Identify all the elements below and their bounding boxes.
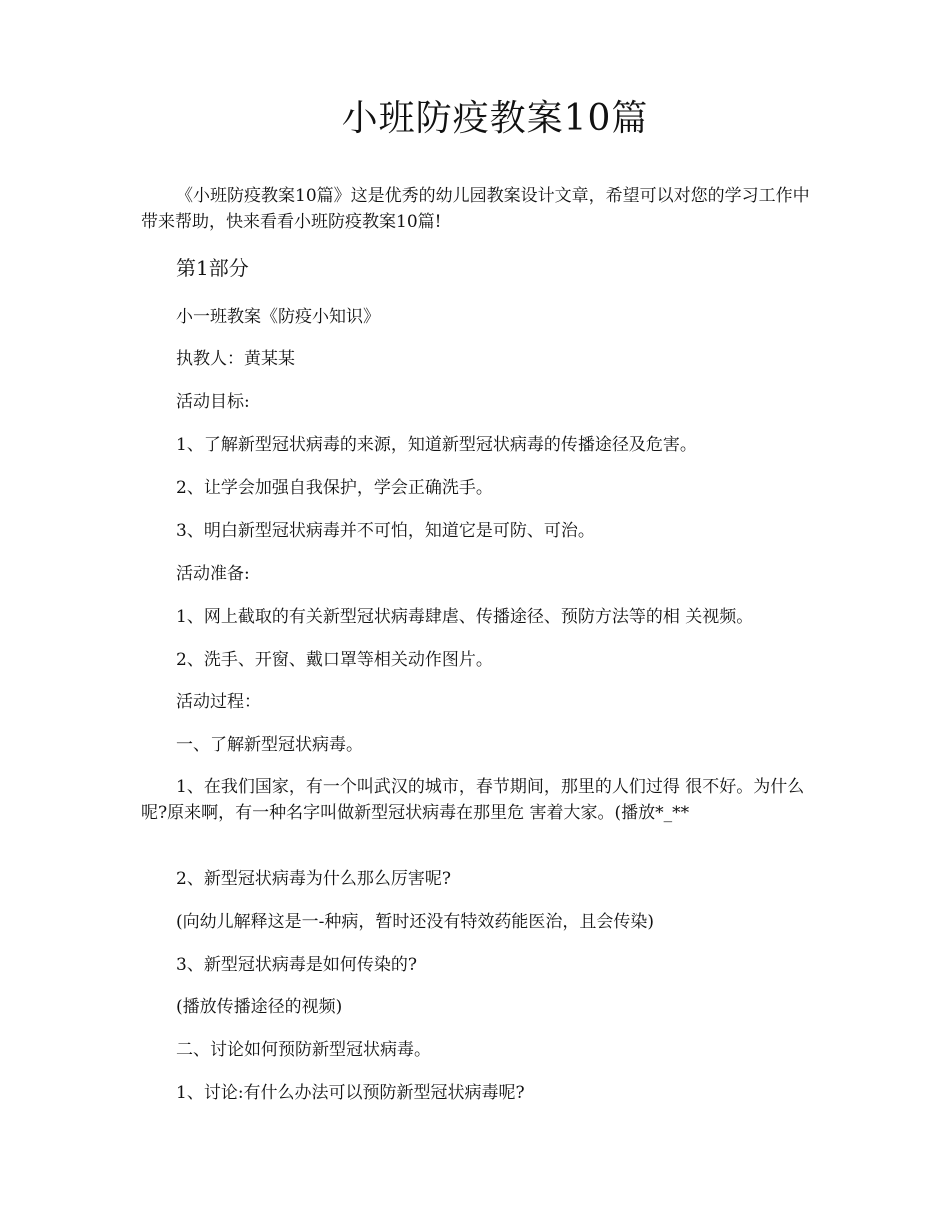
objective-item: 2、让学会加强自我保护，学会正确洗手。 (176, 478, 493, 498)
process-subheading: 二、讨论如何预防新型冠状病毒。 (176, 1040, 431, 1060)
objective-item: 1、了解新型冠状病毒的来源，知道新型冠状病毒的传播途径及危害。 (176, 435, 697, 455)
process-note: (播放传播途径的视频) (176, 997, 343, 1017)
process-item: 3、新型冠状病毒是如何传染的? (176, 955, 417, 975)
objective-item: 3、明白新型冠状病毒并不可怕，知道它是可防、可治。 (176, 521, 595, 541)
teacher-line: 执教人：黄某某 (176, 349, 295, 369)
section-heading: 第1部分 (176, 256, 249, 280)
process-item: 1、讨论:有什么办法可以预防新型冠状病毒呢? (176, 1083, 525, 1103)
preparation-item: 2、洗手、开窗、戴口罩等相关动作图片。 (176, 650, 493, 670)
preparation-item: 1、网上截取的有关新型冠状病毒肆虐、传播途径、预防方法等的相 关视频。 (176, 607, 754, 627)
process-subheading: 一、了解新型冠状病毒。 (176, 735, 363, 755)
preparation-heading: 活动准备: (176, 564, 250, 584)
process-note: (向幼儿解释这是一-种病，暂时还没有特效药能医治，且会传染) (176, 912, 655, 932)
objectives-heading: 活动目标: (176, 392, 250, 412)
lesson-title: 小一班教案《防疫小知识》 (176, 307, 380, 327)
document-title: 小班防疫教案10篇 (341, 98, 649, 139)
process-item: 2、新型冠状病毒为什么那么厉害呢? (176, 869, 451, 889)
intro-paragraph: 《小班防疫教案10篇》这是优秀的幼儿园教案设计文章，希望可以对您的学习工作中带来帮助，快来看看小班防疫教案10篇! (141, 186, 810, 232)
process-heading: 活动过程： (176, 692, 261, 712)
process-paragraph: 1、在我们国家，有一个叫武汉的城市，春节期间，那里的人们过得 很不好。为什么呢?原来啊，有一种名字叫做新型冠状病毒在那里危 害着大家。(播放*_** (141, 777, 805, 823)
